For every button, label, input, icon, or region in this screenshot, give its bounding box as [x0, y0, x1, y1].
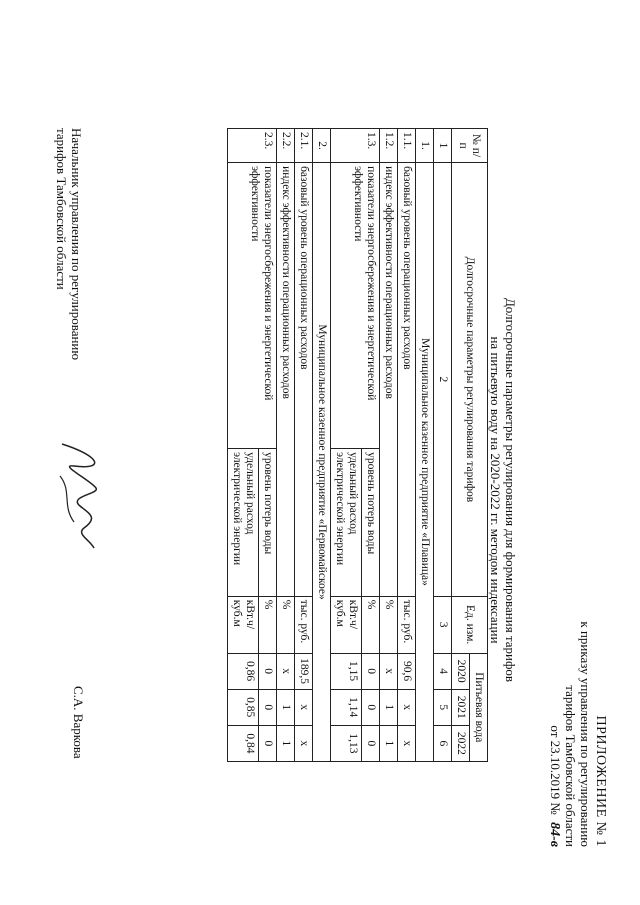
row-value-2022: х	[398, 725, 416, 761]
row-value-2021: 0	[259, 689, 277, 725]
row-name: индекс эффективности операционных расходов	[277, 163, 295, 597]
row-no: 2.1.	[295, 129, 313, 163]
appendix-title: ПРИЛОЖЕНИЕ № 1	[593, 715, 608, 847]
row-value-2020: 189,5	[295, 653, 313, 689]
header-unit: Ед. изм.	[452, 596, 488, 653]
row-unit: %	[277, 596, 295, 653]
signatory-position	[54, 128, 84, 360]
column-numbers-row	[434, 129, 452, 762]
row-value-2020: 90,6	[398, 653, 416, 689]
row-unit: тыс. руб.	[398, 596, 416, 653]
row-value-2022: х	[295, 725, 313, 761]
row-value-2020: х	[277, 653, 295, 689]
row-value-2020: 0	[362, 653, 380, 689]
row-no: 2.2.	[277, 129, 295, 163]
row-value-2021: х	[295, 689, 313, 725]
row-unit: кВт.ч/куб.м	[331, 596, 362, 653]
row-value-2022: 0	[259, 725, 277, 761]
signer-name: С.А. Варкова	[71, 686, 86, 759]
row-indicator: уровень потерь воды	[259, 449, 277, 597]
appendix-line2: тарифов Тамбовской области	[563, 685, 578, 847]
document-title	[488, 230, 518, 750]
order-number: 84-в	[547, 822, 562, 847]
handwritten-signature	[40, 436, 120, 556]
col-number: 2	[434, 163, 452, 597]
row-value-2022: 1,13	[331, 725, 362, 761]
col-number: 1	[434, 129, 452, 163]
row-name: базовый уровень операционных расходов	[295, 163, 313, 597]
row-value-2021: 1,14	[331, 689, 362, 725]
table-header-row	[470, 129, 488, 762]
row-value-2021: 1	[277, 689, 295, 725]
col-number: 6	[434, 725, 452, 761]
section-no: 1.	[416, 129, 434, 163]
col-number: 3	[434, 596, 452, 653]
row-no: 1.3.	[331, 129, 380, 163]
row-value-2022: 0	[362, 725, 380, 761]
header-year-2021: 2021	[452, 689, 470, 725]
row-value-2022: 1	[277, 725, 295, 761]
row-name: показатели энергосбережения и энергетической эффективности	[228, 163, 277, 449]
row-unit: %	[380, 596, 398, 653]
header-year-2020: 2020	[452, 653, 470, 689]
row-no: 1.1.	[398, 129, 416, 163]
section-name: Муниципальное казенное предприятие «Первомайское»	[313, 163, 331, 762]
row-indicator: уровень потерь воды	[362, 449, 380, 597]
appendix-line1: к приказу управления по регулированию	[578, 621, 593, 847]
appendix-date: от 23.10.2019 №	[548, 725, 563, 815]
row-value-2022: 1	[380, 725, 398, 761]
table-row	[398, 129, 416, 762]
row-value-2020: х	[380, 653, 398, 689]
document-title-line1: Долгосрочные параметры регулирования для формирования тарифов	[503, 297, 518, 683]
table-row	[295, 129, 313, 762]
row-value-2020: 0,86	[228, 653, 259, 689]
row-value-2022: 0,84	[228, 725, 259, 761]
row-no: 1.2.	[380, 129, 398, 163]
row-name: базовый уровень операционных расходов	[398, 163, 416, 597]
col-number: 4	[434, 653, 452, 689]
section-row	[313, 129, 331, 762]
document-title-line2: на питьевую воду на 2020-2022 гг. методом индексации	[488, 336, 503, 644]
row-value-2020: 0	[259, 653, 277, 689]
row-unit: тыс. руб.	[295, 596, 313, 653]
header-params: Долгосрочные параметры регулирования тарифов	[452, 163, 488, 597]
col-number: 5	[434, 689, 452, 725]
row-unit: %	[362, 596, 380, 653]
table-row	[380, 129, 398, 762]
signatory-position-line2: тарифов Тамбовской области	[54, 128, 69, 290]
parameters-table	[227, 128, 488, 762]
signatory-position-line1: Начальник управления по регулированию	[69, 128, 84, 361]
row-unit: кВт.ч/куб.м	[228, 596, 259, 653]
header-year-2022: 2022	[452, 725, 470, 761]
row-unit: %	[259, 596, 277, 653]
section-name: Муниципальное казенное предприятие «Плавица»	[416, 163, 434, 762]
row-value-2021: 0	[362, 689, 380, 725]
table-row	[277, 129, 295, 762]
table-row	[362, 129, 380, 762]
row-value-2021: 1	[380, 689, 398, 725]
appendix-header	[547, 621, 608, 847]
row-value-2020: 1,15	[331, 653, 362, 689]
row-no: 2.3.	[228, 129, 277, 163]
section-row	[416, 129, 434, 762]
section-no: 2.	[313, 129, 331, 163]
row-value-2021: 0,85	[228, 689, 259, 725]
row-name: индекс эффективности операционных расходов	[380, 163, 398, 597]
header-no: № п/п	[452, 129, 488, 163]
header-water: Питьевая вода	[470, 653, 488, 761]
row-indicator: удельный расход электрической энергии	[331, 449, 362, 597]
row-value-2021: х	[398, 689, 416, 725]
row-indicator: удельный расход электрической энергии	[228, 449, 259, 597]
row-name: показатели энергосбережения и энергетической эффективности	[331, 163, 380, 449]
appendix-date-line	[547, 621, 563, 847]
table-row	[259, 129, 277, 762]
